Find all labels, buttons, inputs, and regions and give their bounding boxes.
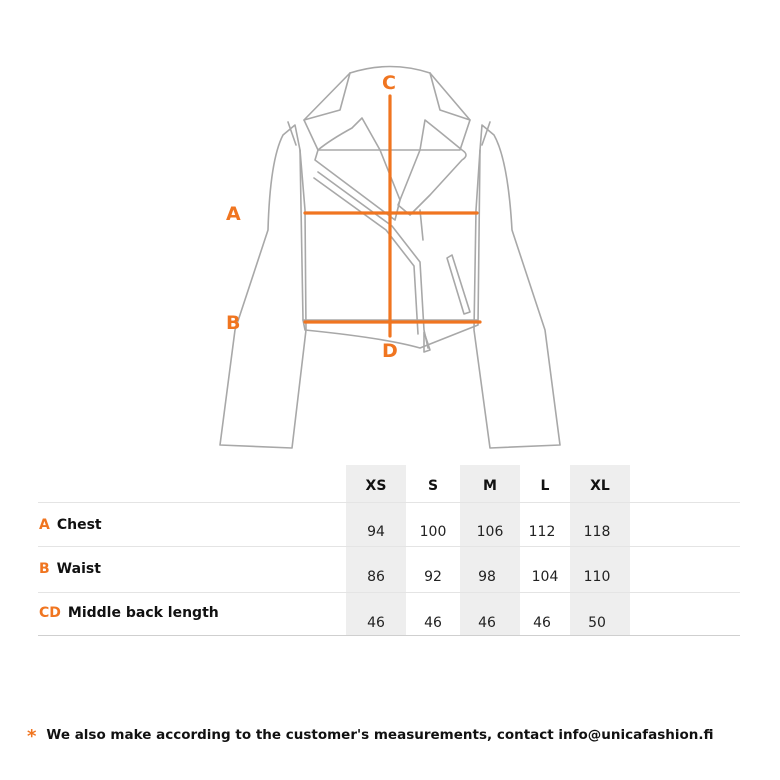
footnote-text: We also make according to the customer's measurements, contact info@unicafashion.fi	[46, 727, 714, 743]
table-cell: 86	[367, 569, 385, 585]
header-xl: XL	[590, 478, 610, 494]
table-cell: 104	[531, 569, 559, 585]
label-c: C	[382, 72, 396, 94]
row-divider	[38, 502, 740, 503]
row-divider	[38, 546, 740, 547]
row-label-middle-back-length	[39, 605, 219, 621]
row-letter: A	[39, 517, 50, 533]
header-m: M	[483, 478, 497, 494]
table-cell: 50	[588, 615, 606, 631]
row-divider	[38, 592, 740, 593]
asterisk-icon: *	[27, 726, 37, 747]
table-cell: 118	[583, 524, 611, 540]
table-cell: 112	[528, 524, 556, 540]
table-cell: 46	[367, 615, 385, 631]
row-name: Waist	[56, 561, 101, 577]
table-cell: 46	[424, 615, 442, 631]
table-cell: 110	[583, 569, 611, 585]
row-label-chest	[39, 517, 102, 533]
measurement-lines	[305, 96, 480, 336]
header-l: L	[540, 478, 550, 494]
table-cell: 100	[419, 524, 447, 540]
row-label-waist	[39, 561, 101, 577]
custom-measurement-note	[27, 723, 714, 747]
row-name: Chest	[56, 517, 102, 533]
table-cell: 106	[476, 524, 504, 540]
header-s: S	[427, 478, 439, 494]
label-a: A	[226, 203, 241, 225]
row-letter: CD	[39, 605, 61, 621]
row-name: Middle back length	[67, 605, 219, 621]
label-d: D	[382, 340, 398, 362]
table-cell: 94	[367, 524, 385, 540]
label-b: B	[226, 312, 241, 334]
table-cell: 98	[478, 569, 496, 585]
table-bottom-border	[38, 635, 740, 636]
table-cell: 46	[478, 615, 496, 631]
table-cell: 46	[533, 615, 551, 631]
header-xs: XS	[365, 478, 387, 494]
table-cell: 92	[424, 569, 442, 585]
row-letter: B	[39, 561, 50, 577]
